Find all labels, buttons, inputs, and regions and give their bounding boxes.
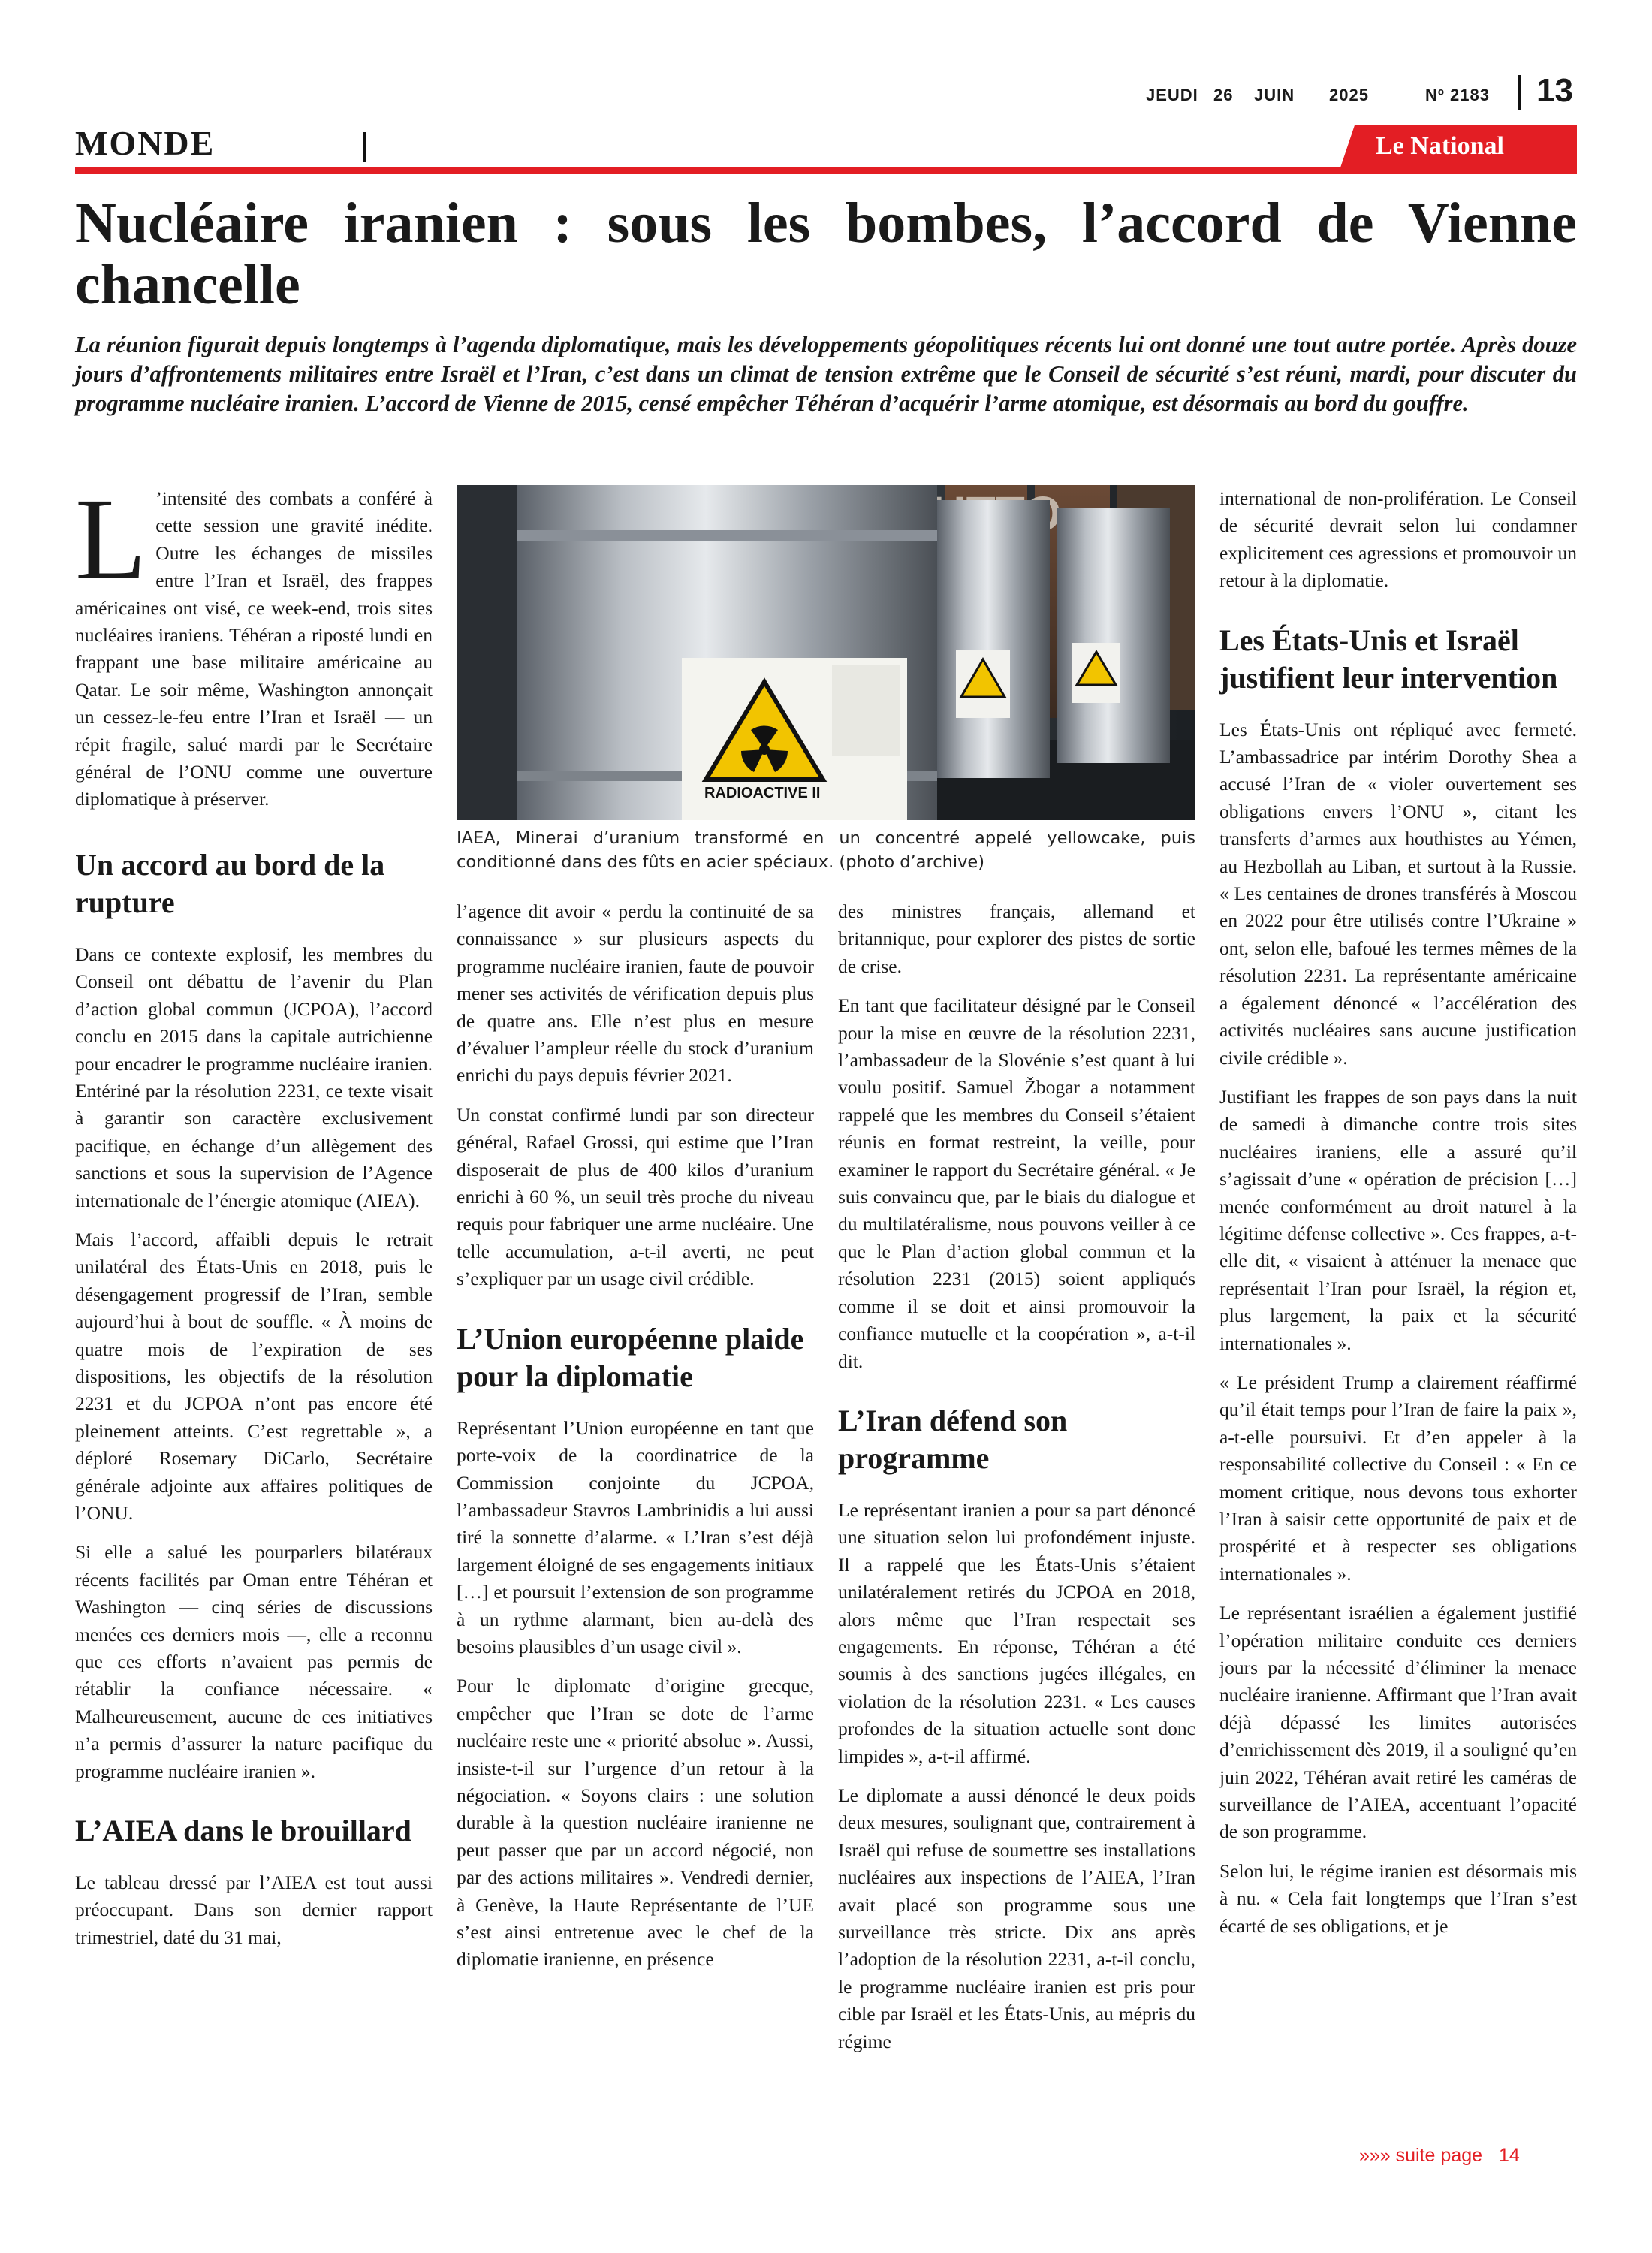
paragraph: Les États-Unis ont répliqué avec fermeté. L’ambassadrice par intérim Dorothy Shea a accusé l’Iran de « violer ouvertement ses obligations envers l’ONU », citant les transferts d’armes aux houthistes au Yémen, au Hezbollah au Liban, et surtout à la Russie. « Les centaines de drones transférés à Moscou en 2022 pour être utilisés contre l’Ukraine » ont, selon elle, bafoué les termes mêmes de la résolution 2231. La représentante américaine a également dénoncé « l’accélération des activités nucléaires sans aucune justification civile crédible ».	[1219, 718, 1577, 1069]
subheading-usa-israel: Les États-Unis et Israël justifient leur intervention	[1219, 623, 1558, 695]
paragraph: Représentant l’Union européenne en tant que porte-voix de la coordinatrice de la Commission conjointe du JCPOA, l’ambassadeur Stavros Lambrinidis a lui aussi tiré la sonnette d’alarme. « L’Iran s’est déjà largement éloigné de ses engagements initiaux […] et poursuit l’extension de son programme à un rythme alarmant, bien au-delà des besoins plausibles d’un usage civil ».	[457, 1416, 814, 1657]
paragraph: Justifiant les frappes de son pays dans la nuit de samedi à dimanche contre trois sites nucléaires iraniens, elle a assuré qu’il s’agissait d’une « opération de précision […] menée conformément au droit naturel à la légitime défense collective ». Ces frappes, a-t-elle dit, « visaient à atténuer la menace que représentait l’Iran pour Israël, la région et, plus largement, la paix et la sécurité internationales ».	[1219, 1085, 1577, 1354]
paragraph: « Le président Trump a clairement réaffirmé qu’il était temps pour l’Iran de faire la paix », a-t-elle poursuivi. Et d’en appeler à la responsabilité collective du Conseil : « En ce moment critique, nous devons tous exhorter l’Iran à saisir cette opportunité de paix et de prospérité et à respecter ses obligations internationales ».	[1219, 1371, 1577, 1585]
photo-caption: IAEA, Minerai d’uranium transformé en un concentré appelé yellowcake, puis conditionné dans des fûts en acier spéciaux. (photo d’archive)	[457, 828, 1195, 872]
uranium-drums-image	[457, 485, 1195, 820]
brand-name: Le National	[1376, 132, 1504, 160]
column-2	[457, 898, 814, 1986]
paragraph: Selon lui, le régime iranien est désormais mis à nu. « Cela fait longtemps que l’Iran s’est écarté de ses obligations, et je	[1219, 1859, 1577, 1937]
paragraph: Le représentant iranien a pour sa part dénoncé une situation selon lui profondément injuste. Il a rappelé que les États-Unis s’étaient unilatéralement retirés du JCPOA en 2018, alors même que l’Iran respectait ses engagements. En réponse, Téhéran a été soumis à des sanctions jugées illégales, en violation de la résolution 2231. « Les causes profondes de la situation actuelle sont donc limpides », a-t-il affirmé.	[838, 1498, 1195, 1767]
drop-cap: L	[75, 474, 147, 604]
subheading-ue: L’Union européenne plaide pour la diplomatie	[457, 1321, 804, 1393]
subheading-aiea: L’AIEA dans le brouillard	[75, 1814, 411, 1848]
paragraph: Si elle a salué les pourparlers bilatéraux récents facilités par Oman entre Téhéran et Washington — cinq séries de discussions menées ces derniers mois —, elle a reconnu que ces efforts n’avaient pas permis de rétablir la confiance nécessaire. « Malheureusement, aucune de ces initiatives n’a permis d’assurer la nature pacifique du programme nucléaire iranien ».	[75, 1541, 433, 1782]
subheading-accord: Un accord au bord de la rupture	[75, 847, 385, 919]
issue-month: JUIN	[1254, 86, 1295, 104]
section-divider	[363, 132, 366, 162]
paragraph: l’agence dit avoir « perdu la continuité de sa connaissance » sur plusieurs aspects du programme nucléaire iranien, faute de pouvoir mener ses activités de vérification depuis plus de quatre ans. Elle n’est plus en mesure d’évaluer l’ampleur réelle du stock d’uranium enrichi du pays depuis février 2021.	[457, 900, 814, 1087]
continued-page: 14	[1499, 2145, 1520, 2166]
issue-date: 26	[1213, 86, 1234, 104]
header-divider	[1518, 75, 1521, 110]
lead-paragraph: La réunion figurait depuis longtemps à l’agenda diplomatique, mais les développements géopolitiques récents lui ont donné une tout autre portée. Après douze jours d’affrontements militaires entre Israël et l’Iran, c’est dans un climat de tension extrême que le Conseil de sécurité s’est réuni, mardi, pour discuter du programme nucléaire iranien. L’accord de Vienne de 2015, censé empêcher Téhéran d’acquérir l’arme atomique, est désormais au bord du gouffre.	[75, 332, 1577, 416]
paragraph: En tant que facilitateur désigné par le Conseil pour la mise en œuvre de la résolution 2231, l’ambassadeur de la Slovénie s’est quant à lui voulu positif. Samuel Žbogar a notamment rappelé que les membres du Conseil s’étaient réunis en format restreint, la veille, pour examiner le rapport du Secrétaire général. « Je suis convaincu que, par le biais du dialogue et du multilatéralisme, nous pouvons veiller à ce que le Plan d’action global commun et la résolution 2231 (2015) soient appliqués comme il se doit et ainsi promouvoir la confiance mutuelle et la coopération », a-t-il dit.	[838, 994, 1195, 1372]
paragraph: Dans ce contexte explosif, les membres du Conseil ont débattu de l’avenir du Plan d’action global commun (JCPOA), l’accord conclu en 2015 dans la capitale autrichienne pour encadrer le programme nucléaire iranien. Entériné par la résolution 2231, ce texte visait à garantir son caractère exclusivement pacifique, en échange d’un allègement des sanctions et sous la supervision de l’Agence internationale de l’énergie atomique (AIEA).	[75, 943, 433, 1211]
issue-year: 2025	[1329, 86, 1369, 104]
issue-day: JEUDI	[1146, 86, 1198, 104]
paragraph: Pour le diplomate d’origine grecque, empêcher que l’Iran se dote de l’arme nucléaire reste une « priorité absolue ». Aussi, insiste-t-il sur l’urgence d’un retour à la négociation. « Soyons clairs : une solution durable à la question nucléaire iranienne ne peut passer que par un accord négocié, non par des actions militaires ». Vendredi dernier, à Genève, la Haute Représentante de l’UE s’est ainsi entretenue avec le chef de la diplomatie iranienne, en présence	[457, 1675, 814, 1971]
continued-text: »»» suite page	[1359, 2145, 1483, 2166]
column-1	[75, 474, 433, 1963]
paragraph: Un constat confirmé lundi par son directeur général, Rafael Grossi, qui estime que l’Iran disposerait de plus de 400 kilos d’uranium enrichi à 60 %, un seuil très proche du niveau requis pour fabriquer une arme nucléaire. Une telle accumulation, a-t-il averti, ne peut s’expliquer par un usage civil crédible.	[457, 1103, 814, 1290]
section-label: MONDE	[75, 124, 216, 162]
paragraph: des ministres français, allemand et britannique, pour explorer des pistes de sortie de crise.	[838, 900, 1195, 977]
paragraph: Le tableau dressé par l’AIEA est tout aussi préoccupant. Dans son dernier rapport trimestriel, daté du 31 mai,	[75, 1871, 433, 1948]
paragraph: Le représentant israélien a également justifié l’opération militaire conduite ces derniers jours par la nécessité d’éliminer la menace nucléaire iranienne. Affirmant que l’Iran avait déjà dépassé les limites autorisées d’enrichissement dès 2019, il a souligné qu’en juin 2022, Téhéran avait retiré les caméras de surveillance de l’AIEA, accentuant l’opacité de son programme.	[1219, 1602, 1577, 1843]
paragraph: international de non-prolifération. Le Conseil de sécurité devrait selon lui condamner explicitement ces agressions et promouvoir un retour à la diplomatie.	[1219, 487, 1577, 592]
continued-link[interactable]	[1359, 2145, 1520, 2167]
subheading-iran: L’Iran défend son programme	[838, 1403, 1068, 1475]
column-4	[1219, 485, 1577, 1952]
paragraph: Mais l’accord, affaibli depuis le retrait unilatéral des États-Unis en 2018, puis le désengagement progressif de l’Iran, semble aujourd’hui à bout de souffle. « À moins de quatre mois de l’expiration de ses dispositions, les objectifs de la résolution 2231 et du JCPOA n’ont pas encore été pleinement atteints. C’est regrettable », a déploré Rosemary DiCarlo, Secrétaire générale adjointe aux affaires politiques de l’ONU.	[75, 1228, 433, 1524]
svg-text:RADIOACTIVE II: RADIOACTIVE II	[704, 785, 821, 801]
article-photo	[457, 485, 1195, 820]
issue-number: Nº 2183	[1425, 86, 1490, 104]
headline: Nucléaire iranien : sous les bombes, l’accord de Vienne chancelle	[75, 192, 1577, 316]
paragraph: Le diplomate a aussi dénoncé le deux poids deux mesures, soulignant que, contrairement à Israël qui refuse de soumettre ses installations nucléaires aux inspections de l’AIEA, l’Iran avait placé son programme sous une surveillance très stricte. Dix ans après l’adoption de la résolution 2231, a-t-il conclu, le programme nucléaire iranien est pris pour cible par Israël et les États-Unis, au mépris du régime	[838, 1784, 1195, 2052]
column-3	[838, 898, 1195, 2068]
page-number: 13	[1536, 72, 1573, 109]
intro-paragraph: L ’intensité des combats a conféré à cette session une gravité inédite. Outre les échanges de missiles entre l’Iran et Israël, des frappes américaines ont visé, ce week-end, trois sites nucléaires iraniens. Téhéran a riposté lundi en frappant une base militaire américaine au Qatar. Le soir même, Washington annonçait un cessez-le-feu entre l’Iran et Israël — un répit fragile, salué mardi par le Secrétaire général de l’ONU comme une ouverture diplomatique à préserver.	[75, 474, 433, 810]
